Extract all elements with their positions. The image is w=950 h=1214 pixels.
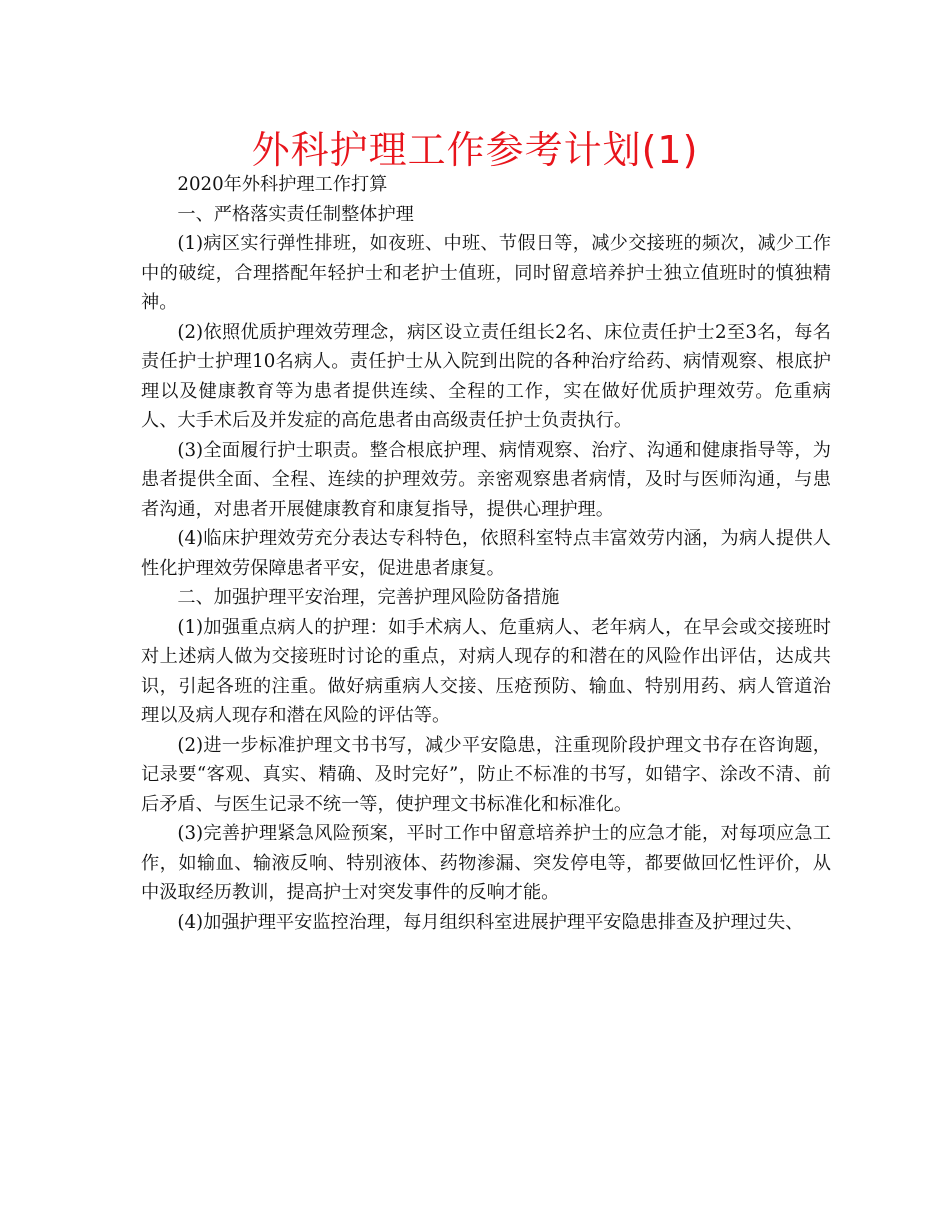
paragraph-2-4: (4)加强护理平安监控治理，每月组织科室进展护理平安隐患排查及护理过失、 [177,911,804,933]
paragraph-2-1: (1)加强重点病人的护理：如手术病人、危重病人、老年病人，在早会或交接班时对上述病人做为交接班时讨论的重点，对病人现存的和潜在的风险作出评估，达成共识，引起各班的注重。做好病重病人交接、压疮预防、输血、特别用药、病人管道治理以及病人现存和潜在风险的评估等。 [141,616,831,726]
document-title: 外科护理工作参考计划(1) [251,128,699,172]
subtitle-line: 2020年外科护理工作打算 [177,174,388,195]
section-heading-2: 二、加强护理平安治理，完善护理风险防备措施 [177,587,560,608]
paragraph-2-3: (3)完善护理紧急风险预案，平时工作中留意培养护士的应急才能，对每项应急工作，如输血、输液反响、特别液体、药物渗漏、突发停电等，都要做回忆性评价，从中汲取经历教训，提高护士对突发事件的反响才能。 [141,823,831,903]
paragraph-1-3: (3)全面履行护士职责。整合根底护理、病情观察、治疗、沟通和健康指导等，为患者提供全面、全程、连续的护理效劳。亲密观察患者病情，及时与医师沟通，与患者沟通，对患者开展健康教育和康复指导，提供心理护理。 [141,439,831,520]
paragraph-1-4: (4)临床护理效劳充分表达专科特色，依照科室特点丰富效劳内涵，为病人提供人性化护理效劳保障患者平安，促进患者康复。 [141,528,831,579]
document-body [141,170,831,937]
paragraph-1-2: (2)依照优质护理效劳理念，病区设立责任组长2名、床位责任护士2至3名，每名责任护士护理10名病人。责任护士从入院到出院的各种治疗给药、病情观察、根底护理以及健康教育等为患者提供连续、全程的工作，实在做好优质护理效劳。危重病人、大手术后及并发症的高危患者由高级责任护士负责执行。 [141,321,831,431]
paragraph-1-1: (1)病区实行弹性排班，如夜班、中班、节假日等，减少交接班的频次，减少工作中的破绽，合理搭配年轻护士和老护士值班，同时留意培养护士独立值班时的慎独精神。 [141,233,831,313]
paragraph-2-2: (2)进一步标准护理文书书写，减少平安隐患，注重现阶段护理文书存在咨询题，记录要“客观、真实、精确、及时完好”，防止不标准的书写，如错字、涂改不清、前后矛盾、与医生记录不统一等，使护理文书标准化和标准化。 [141,734,831,815]
section-heading-1: 一、严格落实责任制整体护理 [177,203,414,225]
